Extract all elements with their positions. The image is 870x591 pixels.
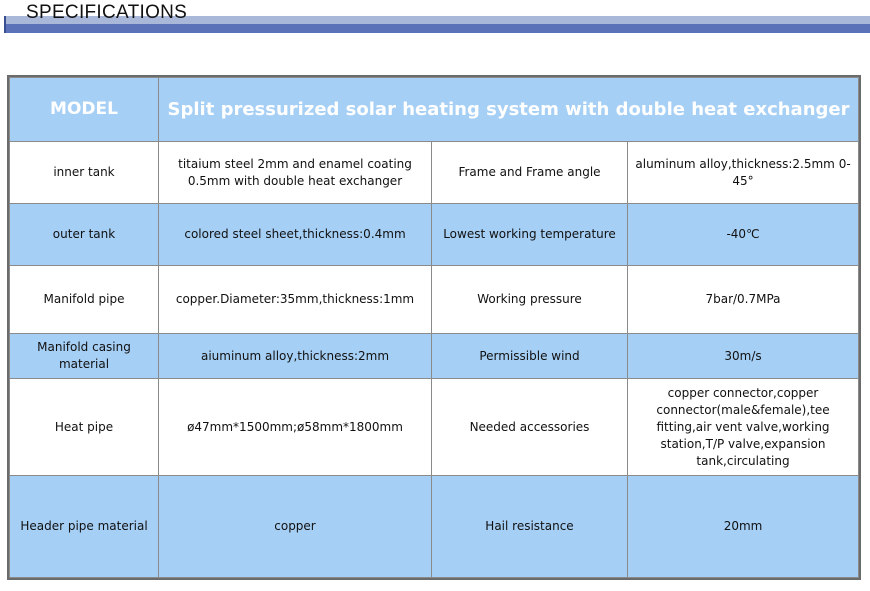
spec-label: Working pressure (432, 266, 628, 334)
spec-value: 20mm (628, 476, 859, 578)
spec-value: titaium steel 2mm and enamel coating 0.5mm with double heat exchanger (159, 142, 432, 204)
section-title: SPECIFICATIONS (26, 2, 188, 23)
spec-value: copper (159, 476, 432, 578)
spec-label: Needed accessories (432, 379, 628, 476)
table-row (10, 142, 859, 204)
spec-value: -40℃ (628, 204, 859, 266)
spec-label: Manifold casing material (10, 334, 159, 379)
table-row (10, 334, 859, 379)
header-bar-dark-stripe (4, 24, 870, 33)
spec-label: Heat pipe (10, 379, 159, 476)
model-name: Split pressurized solar heating system with double heat exchanger (159, 78, 859, 142)
spec-value: copper connector,copper connector(male&female),tee fitting,air vent valve,working station,T/P valve,expansion tank,circulating (628, 379, 859, 476)
spec-table-frame (7, 75, 861, 580)
spec-label: Header pipe material (10, 476, 159, 578)
spec-value: aluminum alloy,thickness:2.5mm 0-45° (628, 142, 859, 204)
spec-label: Frame and Frame angle (432, 142, 628, 204)
spec-label: Permissible wind (432, 334, 628, 379)
spec-label: inner tank (10, 142, 159, 204)
header-bar-edge (4, 16, 6, 33)
spec-table (9, 77, 859, 578)
spec-value: colored steel sheet,thickness:0.4mm (159, 204, 432, 266)
table-row (10, 266, 859, 334)
table-row (10, 204, 859, 266)
spec-value: 30m/s (628, 334, 859, 379)
spec-value: copper.Diameter:35mm,thickness:1mm (159, 266, 432, 334)
spec-label: outer tank (10, 204, 159, 266)
spec-value: aiuminum alloy,thickness:2mm (159, 334, 432, 379)
table-row (10, 476, 859, 578)
model-label: MODEL (10, 78, 159, 142)
spec-label: Manifold pipe (10, 266, 159, 334)
table-header-row (10, 78, 859, 142)
table-row (10, 379, 859, 476)
spec-value: 7bar/0.7MPa (628, 266, 859, 334)
spec-label: Lowest working temperature (432, 204, 628, 266)
spec-value: ø47mm*1500mm;ø58mm*1800mm (159, 379, 432, 476)
spec-label: Hail resistance (432, 476, 628, 578)
